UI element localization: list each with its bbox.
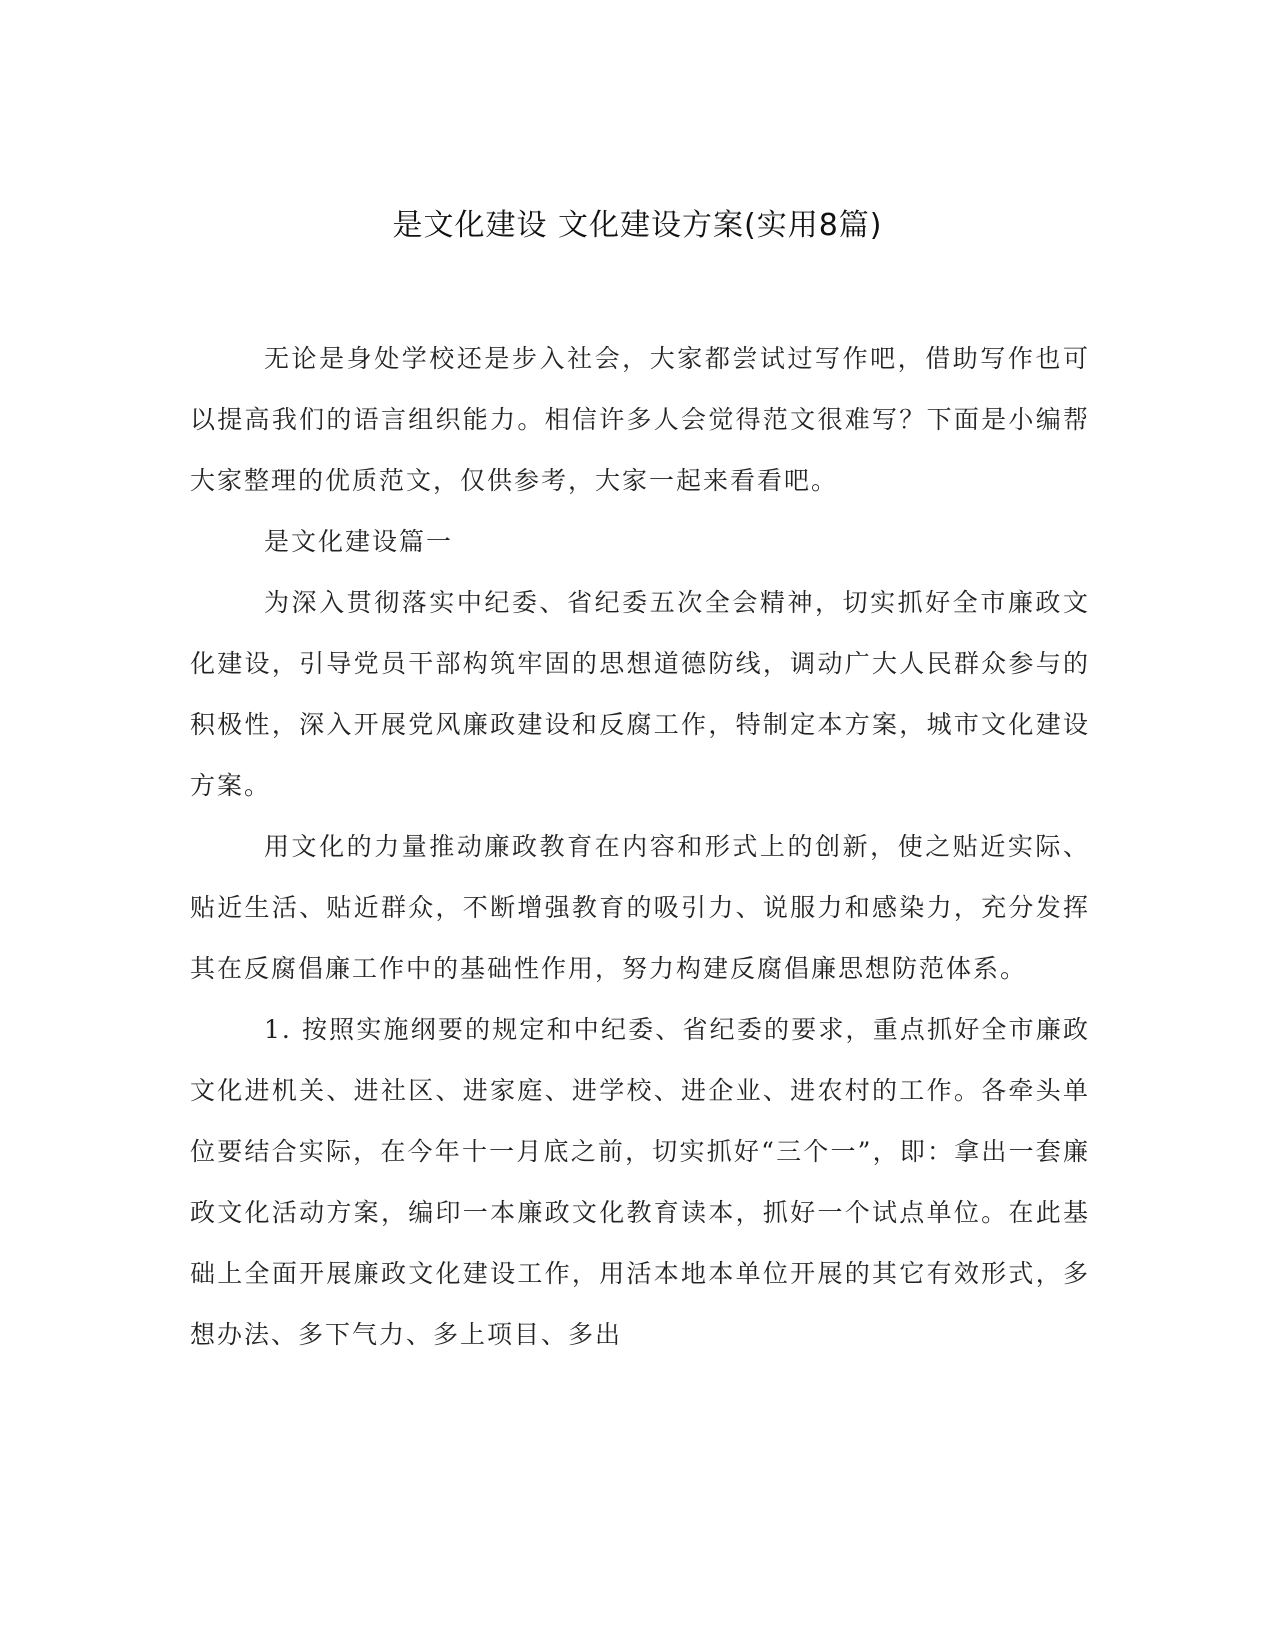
document-title: 是文化建设 文化建设方案(实用8篇) (392, 208, 883, 243)
document-body (190, 328, 1090, 1365)
intro-paragraph: 无论是身处学校还是步入社会，大家都尝试过写作吧，借助写作也可以提高我们的语言组织能力。相信许多人会觉得范文很难写？下面是小编帮大家整理的优质范文，仅供参考，大家一起来看看吧。 (190, 344, 1090, 495)
numbered-paragraph-1: 1. 按照实施纲要的规定和中纪委、省纪委的要求，重点抓好全市廉政文化进机关、进社区、进家庭、进学校、进企业、进农村的工作。各牵头单位要结合实际，在今年十一月底之前，切实抓好“三个一”，即：拿出一套廉政文化活动方案，编印一本廉政文化教育读本，抓好一个试点单位。在此基础上全面开展廉政文化建设工作，用活本地本单位开展的其它有效形式，多想办法、多下气力、多上项目、多出 (190, 1015, 1090, 1349)
section-heading-part-one: 是文化建设篇一 (264, 527, 454, 556)
body-paragraph: 为深入贯彻落实中纪委、省纪委五次全会精神，切实抓好全市廉政文化建设，引导党员干部构筑牢固的思想道德防线，调动广大人民群众参与的积极性，深入开展党风廉政建设和反腐工作，特制定本方案，城市文化建设方案。 (190, 588, 1090, 800)
body-paragraph: 用文化的力量推动廉政教育在内容和形式上的创新，使之贴近实际、贴近生活、贴近群众，不断增强教育的吸引力、说服力和感染力，充分发挥其在反腐倡廉工作中的基础性作用，努力构建反腐倡廉思想防范体系。 (190, 832, 1090, 983)
